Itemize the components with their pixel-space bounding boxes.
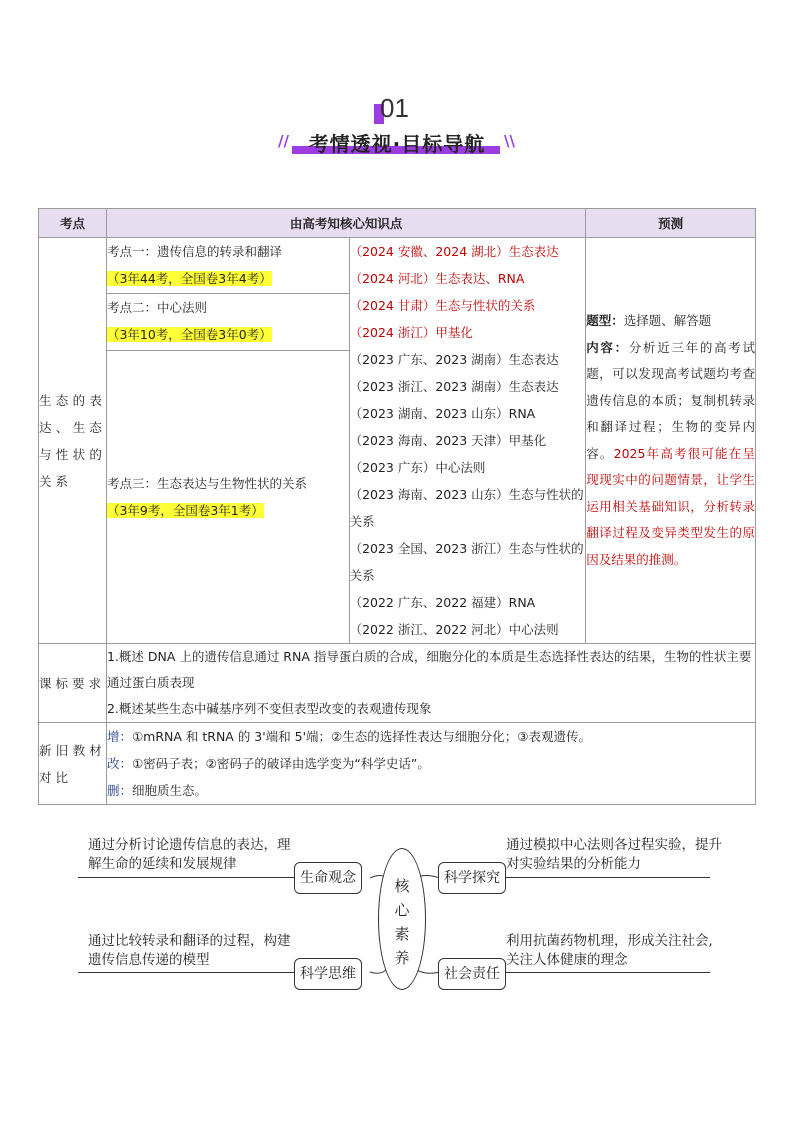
core-text-life: 通过分析讨论遗传信息的表达，理解生命的延续和发展规律 bbox=[88, 837, 291, 872]
exam-item: （2024 安徽、2024 湖北）生态表达 bbox=[349, 244, 559, 259]
exam-item: （2024 河北）生态表达、RNA bbox=[349, 271, 525, 286]
category-cell: 生态的表达、生态与性状的关系 bbox=[39, 238, 107, 644]
textbook-add-text: ①mRNA 和 tRNA 的 3'端和 5'端；②生态的选择性表达与细胞分化；③表观遗传。 bbox=[131, 729, 591, 744]
section-title: 考情透视·目标导航 bbox=[308, 132, 486, 156]
core-line-thinking bbox=[78, 972, 296, 973]
prediction-content-red: 2025年高考很可能在呈现现实中的问题情景，让学生运用相关基础知识，分析转录翻译过程及变异类型发生的原因及结果的推测。 bbox=[586, 445, 755, 567]
textbook-add-label: 增： bbox=[106, 729, 132, 744]
point-three-stat: （3年9考，全国卷3年1考） bbox=[106, 502, 264, 518]
standard-label-cell: 课标要求 bbox=[39, 644, 107, 723]
core-line-life bbox=[78, 877, 296, 878]
standard-content-cell bbox=[106, 644, 755, 723]
textbook-label-cell: 新旧教材对比 bbox=[39, 723, 107, 805]
core-center-char: 核 bbox=[394, 877, 410, 895]
core-line-explore bbox=[506, 877, 710, 878]
core-center-oval bbox=[378, 848, 426, 990]
textbook-change-label: 改： bbox=[106, 756, 132, 771]
section-title-block bbox=[272, 126, 522, 154]
core-center-char: 心 bbox=[394, 901, 410, 919]
prediction-content-label: 内容： bbox=[586, 339, 629, 355]
textbook-change-text: ①密码子表；②密码子的破译由选学变为“科学史话”。 bbox=[131, 756, 430, 771]
core-center-char: 素 bbox=[394, 925, 410, 943]
prediction-content-value: 分析近三年的高考试题，可以发现高考试题均考查遗传信息的本质；复制机转录和翻译过程；生物的变异内容。 bbox=[586, 339, 755, 461]
header-kaodian: 考点 bbox=[39, 209, 107, 238]
section-header bbox=[0, 92, 794, 162]
prediction-type-label: 题型： bbox=[586, 313, 624, 328]
core-text-thinking: 通过比较转录和翻译的过程，构建遗传信息传递的模型 bbox=[88, 933, 291, 968]
exam-item: （2023 海南、2023 山东）生态与性状的关系 bbox=[349, 487, 584, 529]
core-box-thinking: 科学思维 bbox=[294, 958, 362, 990]
exam-item: （2024 浙江）甲基化 bbox=[349, 325, 473, 340]
exam-analysis-table bbox=[38, 208, 756, 805]
exam-item: （2023 全国、2023 浙江）生态与性状的关系 bbox=[349, 541, 584, 583]
exam-item: （2022 广东、2022 福建）RNA bbox=[349, 595, 536, 610]
point-one-cell bbox=[106, 238, 349, 294]
point-three-name: 考点三：生态表达与生物性状的关系 bbox=[106, 475, 307, 491]
right-slash-icon: \\ bbox=[504, 132, 515, 150]
core-text-society: 利用抗菌药物机理，形成关注社会,关注人体健康的理念 bbox=[506, 933, 713, 968]
left-slash-icon: // bbox=[278, 132, 289, 150]
point-two-stat: （3年10考，全国卷3年0考） bbox=[106, 327, 272, 343]
core-box-life: 生命观念 bbox=[294, 862, 362, 894]
standard-line: 1.概述 DNA 上的遗传信息通过 RNA 指导蛋白质的合成，细胞分化的本质是生态选择性表达的结果，生物的性状主要通过蛋白质表现 bbox=[106, 649, 752, 690]
core-box-explore: 科学探究 bbox=[438, 862, 506, 894]
section-number: 01 bbox=[380, 93, 409, 123]
exam-list-cell bbox=[349, 238, 586, 644]
exam-item: （2023 海南、2023 天津）甲基化 bbox=[349, 433, 547, 448]
point-two-name: 考点二：中心法则 bbox=[106, 300, 207, 316]
prediction-cell bbox=[586, 238, 756, 644]
exam-item: （2023 湖南、2023 山东）RNA bbox=[349, 406, 536, 421]
core-literacy-diagram bbox=[70, 828, 730, 1008]
exam-item: （2023 广东、2023 湖南）生态表达 bbox=[349, 352, 559, 367]
core-center-char: 养 bbox=[394, 949, 410, 967]
header-knowledge: 由高考知核心知识点 bbox=[106, 209, 585, 238]
standard-line: 2.概述某些生态中碱基序列不变但表型改变的表观遗传现象 bbox=[106, 701, 432, 716]
point-two-cell bbox=[106, 294, 349, 350]
textbook-delete-text: 细胞质生态。 bbox=[131, 783, 207, 798]
textbook-content-cell bbox=[106, 723, 755, 805]
point-one-stat: （3年44考，全国卷3年4考） bbox=[106, 271, 272, 286]
exam-item: （2023 浙江、2023 湖南）生态表达 bbox=[349, 379, 559, 394]
core-line-society bbox=[506, 972, 710, 973]
core-box-society: 社会责任 bbox=[438, 958, 506, 990]
exam-item: （2024 甘肃）生态与性状的关系 bbox=[349, 298, 536, 313]
exam-item: （2023 广东）中心法则 bbox=[349, 460, 486, 475]
core-text-explore: 通过模拟中心法则各过程实验，提升对实验结果的分析能力 bbox=[506, 837, 722, 872]
textbook-delete-label: 删： bbox=[106, 783, 132, 798]
point-one-name: 考点一：遗传信息的转录和翻译 bbox=[106, 244, 282, 259]
header-prediction: 预测 bbox=[586, 209, 756, 238]
prediction-type-value: 选择题、解答题 bbox=[623, 313, 712, 328]
exam-item: （2022 浙江、2022 河北）中心法则 bbox=[349, 622, 559, 637]
point-three-cell bbox=[106, 350, 349, 643]
